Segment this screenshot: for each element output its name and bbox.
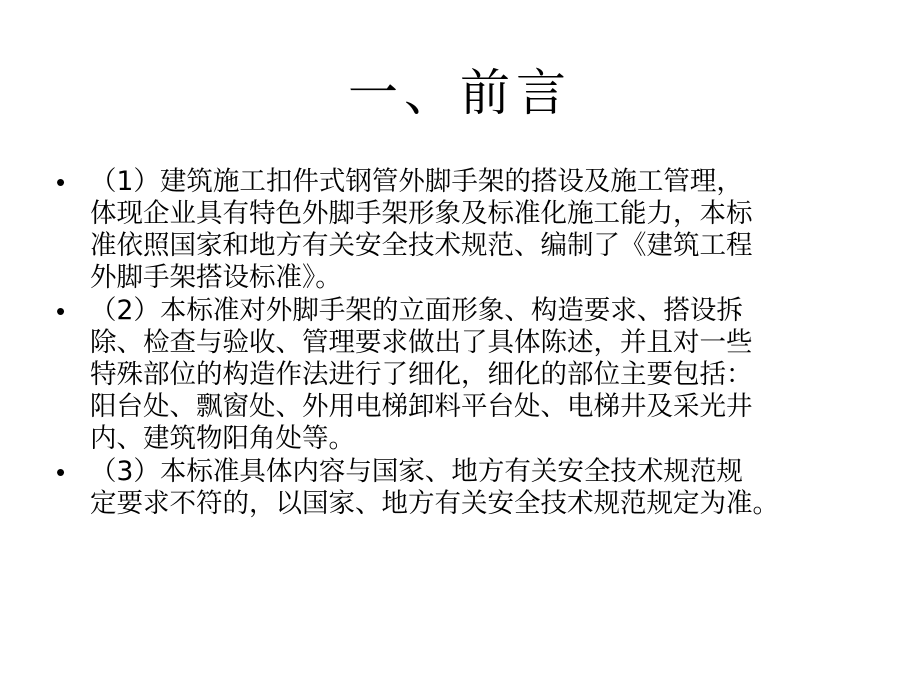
bullet-dot-icon: • [56, 457, 66, 487]
bullet-item-1 [56, 166, 876, 294]
bullet-line: （1）建筑施工扣件式钢管外脚手架的搭设及施工管理， [90, 166, 743, 197]
bullet-line: 阳台处、飘窗处、外用电梯卸料平台处、电梯井及采光井 [90, 391, 753, 422]
bullet-list [56, 166, 876, 521]
bullet-item-3 [56, 456, 876, 520]
bullet-line: 体现企业具有特色外脚手架形象及标准化施工能力，本标 [90, 198, 753, 229]
bullet-line: 特殊部位的构造作法进行了细化，细化的部位主要包括： [90, 359, 753, 390]
bullet-line: （3）本标准具体内容与国家、地方有关安全技术规范规 [90, 456, 743, 487]
bullet-line: 除、检查与验收、管理要求做出了具体陈述，并且对一些 [90, 327, 753, 358]
bullet-line: （2）本标准对外脚手架的立面形象、构造要求、搭设拆 [90, 295, 743, 326]
bullet-text [90, 166, 876, 294]
bullet-line: 定要求不符的，以国家、地方有关安全技术规范规定为准。 [90, 488, 779, 519]
bullet-line: 准依照国家和地方有关安全技术规范、编制了《建筑工程 [90, 230, 753, 261]
bullet-dot-icon: • [56, 167, 66, 197]
slide-title: 一、前言 [348, 64, 572, 122]
bullet-text [90, 295, 876, 455]
bullet-item-2 [56, 295, 876, 455]
bullet-dot-icon: • [56, 296, 66, 326]
bullet-line: 内、建筑物阳角处等。 [90, 423, 355, 454]
bullet-text [90, 456, 876, 520]
bullet-line: 外脚手架搭设标准》。 [90, 262, 342, 293]
